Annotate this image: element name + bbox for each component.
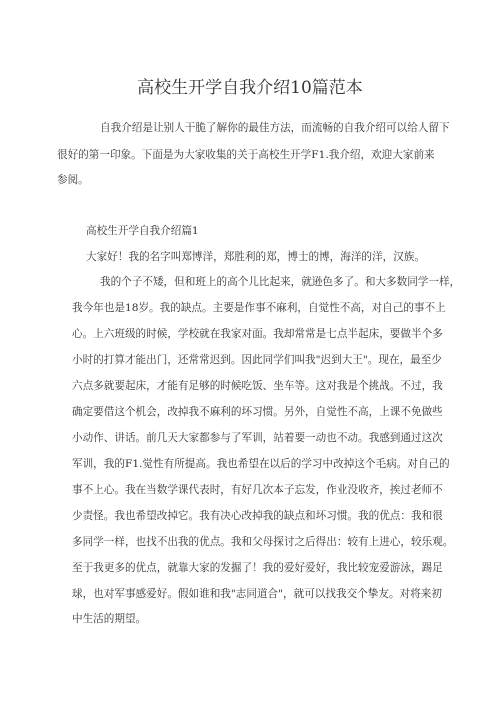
intro-line: 自我介绍是让别人干脆了解你的最佳方法，而流畅的自我介绍可以给人留下 <box>100 122 450 134</box>
body-line: 军训，我的F1.觉性有所提高。我也希望在以后的学习中改掉这个毛病。对自己的 <box>72 458 450 470</box>
body-line: 中生活的期望。 <box>72 613 147 625</box>
body-line: 至于我更多的优点，就靠大家的发掘了！我的爱好爱好，我比较宠爱游泳，踢足 <box>72 562 443 574</box>
intro-line: 参阅。 <box>57 174 89 186</box>
body-line: 六点多就要起床，才能有足够的时候吃饭、坐车等。这对我是个挑战。不过，我 <box>72 380 443 392</box>
body-line: 大家好！我的名字叫郑博洋，郑胜利的郑，博士的博，海洋的洋，汉族。 <box>86 251 425 263</box>
body-line: 少责怪。我也希望改掉它。我有决心改掉我的缺点和坏习惯。我的优点：我和很 <box>72 510 443 522</box>
body-line: 小时的打算才能出门，还常常迟到。因此同学们叫我"迟到大王"。现在，最至少 <box>72 354 442 366</box>
section-heading: 高校生开学自我介绍篇1 <box>86 225 199 237</box>
body-line: 我今年也是18岁。我的缺点。主要是作事不麻利，自觉性不高，对自己的事不上 <box>72 302 446 314</box>
body-line: 心。上六班级的时候，学校就在我家对面。我却常常是七点半起床，要做半个多 <box>72 328 443 340</box>
body-line: 事不上心。我在当数学课代表时，有好几次本子忘发，作业没收齐，挨过老师不 <box>72 484 443 496</box>
body-line: 小动作、讲话。前几天大家都参与了军训，站着要一动也不动。我感到通过这次 <box>72 432 443 444</box>
body-line: 确定要借这个机会，改掉我不麻利的坏习惯。另外，自觉性不高，上课不免做些 <box>72 406 443 418</box>
body-line: 我的个子不矮，但和班上的高个儿比起来，就逊色多了。和大多数同学一样， <box>100 276 461 288</box>
intro-line: 很好的第一印象。下面是为大家收集的关于高校生开学F1.我介绍，欢迎大家前来 <box>57 149 435 161</box>
body-line: 球，也对军事感爱好。假如谁和我"志同道合"，就可以找我交个挚友。对将来初 <box>72 588 442 600</box>
body-line: 多同学一样，也找不出我的优点。我和父母探讨之后得出：较有上进心，较乐观。 <box>72 536 454 548</box>
document-title: 高校生开学自我介绍10篇范本 <box>137 78 363 98</box>
